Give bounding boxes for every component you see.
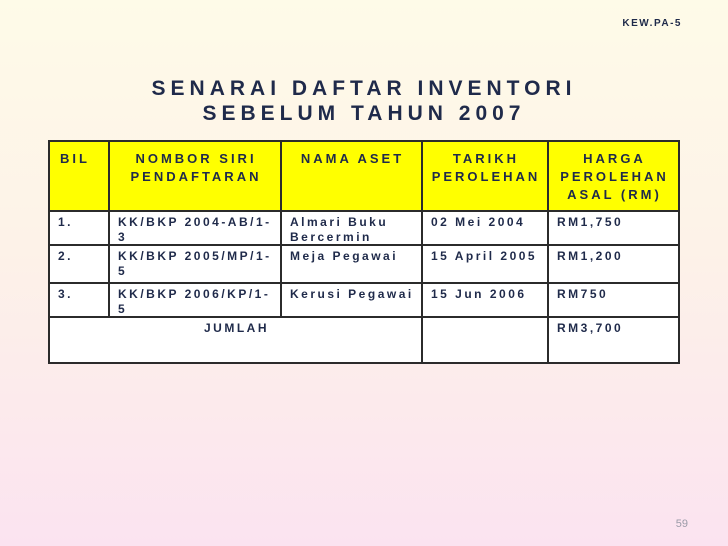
total-label: JUMLAH bbox=[49, 317, 422, 363]
cell-bil: 1. bbox=[49, 211, 109, 245]
cell-harga: RM750 bbox=[548, 283, 679, 317]
cell-bil: 3. bbox=[49, 283, 109, 317]
header-nombor-siri: NOMBOR SIRI PENDAFTARAN bbox=[109, 141, 281, 211]
cell-bil: 2. bbox=[49, 245, 109, 283]
page-title bbox=[0, 76, 728, 126]
cell-nama-aset: Almari Buku Bercermin bbox=[281, 211, 422, 245]
cell-nombor-siri: KK/BKP 2005/MP/1-5 bbox=[109, 245, 281, 283]
cell-harga: RM1,750 bbox=[548, 211, 679, 245]
inventory-table bbox=[48, 140, 680, 364]
table-row bbox=[49, 211, 679, 245]
table-row bbox=[49, 283, 679, 317]
table-row bbox=[49, 245, 679, 283]
cell-nama-aset: Kerusi Pegawai bbox=[281, 283, 422, 317]
cell-nombor-siri: KK/BKP 2006/KP/1-5 bbox=[109, 283, 281, 317]
title-line-2: SEBELUM TAHUN 2007 bbox=[202, 102, 526, 125]
header-tarikh-peroleh: TARIKH PEROLEHAN bbox=[422, 141, 548, 211]
table-header-row bbox=[49, 141, 679, 211]
cell-nombor-siri: KK/BKP 2004-AB/1-3 bbox=[109, 211, 281, 245]
cell-harga: RM1,200 bbox=[548, 245, 679, 283]
header-bil: BIL bbox=[49, 141, 109, 211]
header-nama-aset: NAMA ASET bbox=[281, 141, 422, 211]
form-code: KEW.PA-5 bbox=[622, 18, 682, 29]
cell-tarikh: 15 Jun 2006 bbox=[422, 283, 548, 317]
page-number: 59 bbox=[675, 518, 688, 530]
header-harga: HARGA PEROLEHAN ASAL (RM) bbox=[548, 141, 679, 211]
cell-tarikh: 02 Mei 2004 bbox=[422, 211, 548, 245]
cell-nama-aset: Meja Pegawai bbox=[281, 245, 422, 283]
cell-tarikh: 15 April 2005 bbox=[422, 245, 548, 283]
total-value: RM3,700 bbox=[548, 317, 679, 363]
total-row bbox=[49, 317, 679, 363]
total-empty-cell bbox=[422, 317, 548, 363]
title-line-1: SENARAI DAFTAR INVENTORI bbox=[151, 77, 577, 100]
